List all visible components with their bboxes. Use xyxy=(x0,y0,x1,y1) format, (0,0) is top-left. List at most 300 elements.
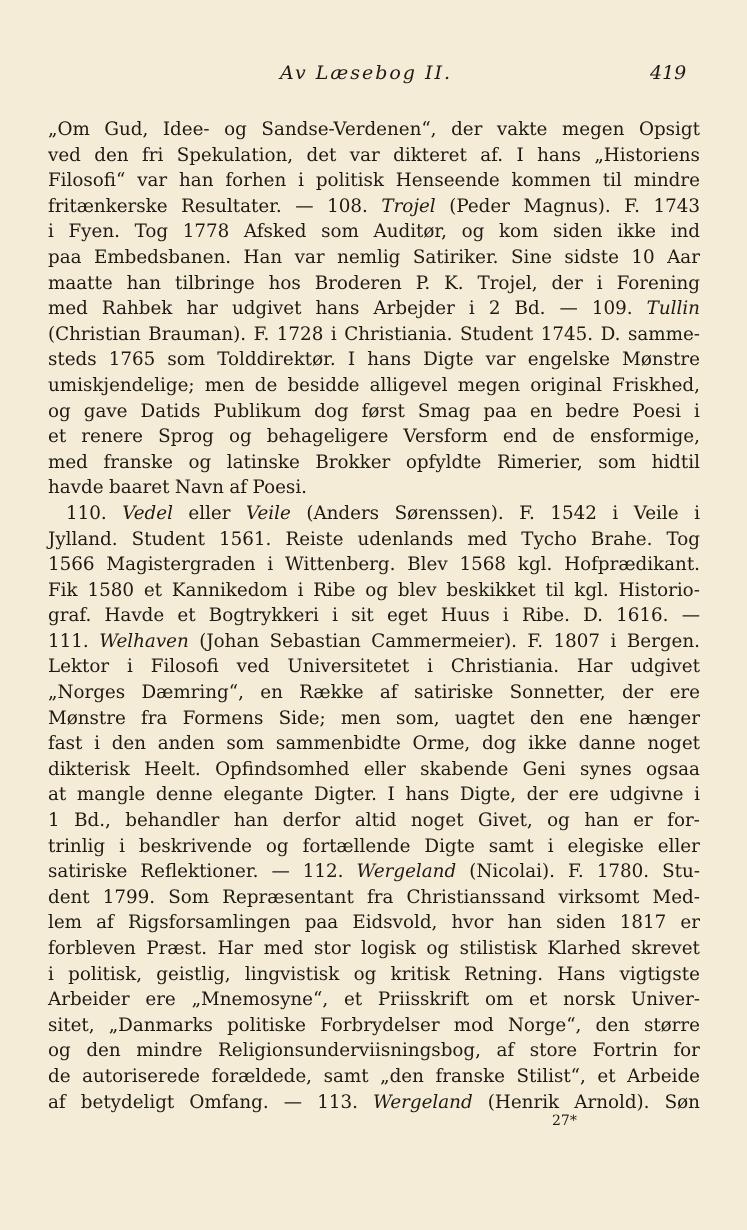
word: Bergen. xyxy=(626,630,700,652)
word: der xyxy=(551,272,583,294)
word: han xyxy=(507,912,542,934)
word: Afsked xyxy=(243,221,307,243)
word: Mønstre xyxy=(622,349,700,371)
word: Forbrydelser xyxy=(320,1014,440,1036)
word: Mønstre xyxy=(48,707,126,729)
word: original xyxy=(530,374,602,396)
word: Digte xyxy=(423,349,474,371)
word: i xyxy=(48,963,54,985)
word: Friskhed, xyxy=(612,374,700,396)
word: 1 xyxy=(48,810,60,832)
word: Side; xyxy=(278,707,326,729)
word: med xyxy=(48,451,88,473)
word: ved xyxy=(236,656,270,678)
text-line xyxy=(48,219,700,245)
word: i xyxy=(48,221,54,243)
word: Satiriker. xyxy=(412,246,499,268)
word: Fyen. xyxy=(68,221,120,243)
word: Havde xyxy=(104,605,165,627)
word: Sonnetter, xyxy=(509,682,606,704)
text-line xyxy=(48,399,700,425)
word: i xyxy=(694,784,700,806)
word: fortællende xyxy=(302,835,411,857)
word: Rigsforsamlingen xyxy=(127,912,291,934)
word: derfor xyxy=(282,810,341,832)
word: Heelt. xyxy=(144,758,201,780)
word: 1817 xyxy=(619,912,667,934)
word: behandler xyxy=(125,810,220,832)
word: et xyxy=(529,989,548,1011)
word: F. xyxy=(624,195,640,217)
word: Brokker xyxy=(315,451,391,473)
word: baaret xyxy=(109,477,170,499)
word: Religionsunderviisningsbog, xyxy=(218,1040,481,1062)
word: ved xyxy=(48,144,81,166)
word: Veile xyxy=(633,502,679,524)
word: i xyxy=(468,298,475,320)
word: med xyxy=(467,528,508,550)
word: 1799. xyxy=(102,886,156,908)
word: mindre xyxy=(633,170,700,192)
word: I xyxy=(387,784,395,806)
word: og xyxy=(48,400,71,422)
word: bedre xyxy=(565,400,620,422)
word: som xyxy=(321,221,359,243)
word: Blev xyxy=(407,554,448,576)
word: 10 xyxy=(631,246,655,268)
word: Med- xyxy=(652,886,700,908)
word: Christianssand xyxy=(406,886,546,908)
word: med xyxy=(263,938,304,959)
word: noget xyxy=(647,733,700,755)
word: Ribe xyxy=(313,579,356,601)
word: eget xyxy=(386,605,428,627)
word: dikteret xyxy=(393,144,467,166)
page-header xyxy=(0,60,747,90)
word: — xyxy=(283,1091,303,1113)
text-line xyxy=(48,885,700,911)
word: alligevel xyxy=(369,374,448,396)
word: 110. xyxy=(66,502,107,524)
word: og xyxy=(48,1040,71,1062)
word: dikterisk xyxy=(48,758,130,780)
text-line xyxy=(48,373,700,399)
word: 1566 xyxy=(48,554,95,576)
word: Embedsbanen. xyxy=(93,246,232,268)
word: elegante xyxy=(223,784,304,806)
word: lingvistisk xyxy=(244,963,340,985)
text-line xyxy=(48,654,700,680)
word: som xyxy=(226,733,265,755)
word: udenlands xyxy=(357,528,454,550)
text-line xyxy=(48,527,700,553)
word: dog xyxy=(314,400,349,422)
word: virksomt xyxy=(558,886,640,908)
text-line xyxy=(48,194,700,220)
word: Bd. xyxy=(514,298,546,320)
word: elegiske xyxy=(567,835,644,857)
word: den xyxy=(94,144,129,166)
word: skrevet xyxy=(631,938,700,959)
text-line xyxy=(48,782,700,808)
word: Versform xyxy=(403,426,488,448)
word: et xyxy=(143,579,162,601)
word: Bogtrykkeri xyxy=(208,605,319,627)
word: franske xyxy=(435,1065,505,1087)
word: forbleven xyxy=(48,938,136,959)
word: et xyxy=(597,1065,616,1087)
word: (Johan xyxy=(199,630,260,652)
word: Universitetet xyxy=(287,656,410,678)
word: Smag xyxy=(417,400,471,422)
word: vakte xyxy=(496,119,548,140)
word: er xyxy=(633,810,653,832)
word: som xyxy=(598,451,636,473)
word: i xyxy=(547,835,554,857)
word: forhen xyxy=(225,170,287,192)
word: var xyxy=(137,170,168,192)
word: synes xyxy=(580,758,632,780)
word: kgl. xyxy=(517,554,553,576)
word: franske xyxy=(103,451,173,473)
word: hvor xyxy=(451,912,494,934)
word: af xyxy=(379,682,398,704)
word: Publikum xyxy=(213,400,302,422)
word: Christiania. xyxy=(344,323,453,345)
word: ind xyxy=(670,221,700,243)
word: 1807 xyxy=(553,630,601,652)
text-line xyxy=(48,552,700,578)
word: den xyxy=(111,733,146,755)
word: han xyxy=(179,170,214,192)
word: hans xyxy=(405,784,450,806)
word: men xyxy=(204,374,245,396)
word: 111. xyxy=(48,630,89,652)
word: en xyxy=(529,400,553,422)
word: logisk xyxy=(361,938,416,959)
word: blev xyxy=(397,579,437,601)
word: af. xyxy=(480,144,504,166)
text-line xyxy=(48,987,700,1013)
word: 1728 xyxy=(276,323,324,345)
word: graf. xyxy=(48,605,92,627)
word: i xyxy=(127,656,133,678)
word: i xyxy=(297,579,304,601)
word: paa xyxy=(483,400,517,422)
word: større xyxy=(643,1014,700,1036)
word: beskikket xyxy=(446,579,536,601)
word: 2 xyxy=(488,298,501,320)
word: megen xyxy=(561,119,625,140)
word: Sandse-Verdenen“, xyxy=(261,119,437,140)
word: i xyxy=(298,170,304,192)
word: samme- xyxy=(628,323,700,345)
word: — xyxy=(681,605,700,627)
text-line xyxy=(48,424,700,450)
word: i xyxy=(332,605,338,627)
word: og xyxy=(365,579,388,601)
word: den xyxy=(86,1040,121,1062)
word: Gud, xyxy=(104,119,149,140)
text-line xyxy=(48,501,700,527)
word: tilbringe xyxy=(175,272,255,294)
word: paa xyxy=(48,246,82,268)
word: Har xyxy=(217,938,254,959)
word: altid xyxy=(354,810,397,832)
word: et xyxy=(343,989,363,1011)
word: hans xyxy=(315,298,360,320)
word: ene xyxy=(579,707,613,729)
signature-mark: 27* xyxy=(552,1113,577,1129)
word: de xyxy=(254,374,278,396)
word: umiskjendelige; xyxy=(48,374,195,396)
word: Navn xyxy=(174,477,224,499)
word: Student xyxy=(131,528,205,550)
word: for xyxy=(673,1040,700,1062)
word: eller xyxy=(657,835,700,857)
word: satiriske xyxy=(413,682,494,704)
word: Digte, xyxy=(459,784,517,806)
word: Han xyxy=(243,246,283,268)
word: „Norges xyxy=(48,682,126,704)
running-title: Av Læsebog II. xyxy=(280,62,453,84)
word: uagtet xyxy=(454,707,515,729)
text-line xyxy=(48,296,700,322)
text-line xyxy=(48,629,700,655)
word: betydeligt xyxy=(80,1091,175,1113)
word: udgivet xyxy=(630,656,700,678)
word: fritænkerske xyxy=(48,195,168,217)
word: Arbeide xyxy=(627,1065,700,1087)
word: Sine xyxy=(510,246,552,268)
word: 113. xyxy=(317,1091,358,1113)
word: I xyxy=(516,144,524,166)
word: med xyxy=(48,298,88,320)
word: og xyxy=(224,119,247,140)
word: Opfindsomhed xyxy=(215,758,350,780)
word: kgl. xyxy=(574,579,609,601)
word: Arbejder xyxy=(373,298,455,320)
word: af xyxy=(229,477,248,499)
word: (Christian xyxy=(48,323,141,345)
word: Christiania. xyxy=(450,656,560,678)
word: Sebastian xyxy=(269,630,361,652)
word: Resultater. xyxy=(181,195,282,217)
word: (Anders xyxy=(306,502,380,524)
word: Repræsentant xyxy=(222,886,354,908)
word: F. xyxy=(519,502,535,524)
word: Sørenssen). xyxy=(394,502,504,524)
word: Eidsvold, xyxy=(352,912,438,934)
text-line xyxy=(48,245,700,271)
word: Huus xyxy=(440,605,490,627)
word: ogsaa xyxy=(646,758,700,780)
word: (Nicolai). xyxy=(469,861,555,883)
word: Givet, xyxy=(477,810,533,832)
word: 1778 xyxy=(182,221,230,243)
word: havde xyxy=(48,477,104,499)
word: danne xyxy=(578,733,636,755)
word: Geni xyxy=(522,758,566,780)
word: der xyxy=(621,682,654,704)
word: skabende xyxy=(420,758,509,780)
word: D. xyxy=(600,323,621,345)
word: „Om xyxy=(48,119,90,140)
word: beskrivende xyxy=(138,835,252,857)
word: Fik xyxy=(48,579,78,601)
word: 1580 xyxy=(87,579,134,601)
word: Wergeland xyxy=(373,1091,473,1113)
word: de xyxy=(552,426,575,448)
word: Opsigt xyxy=(638,119,700,140)
word: noget xyxy=(410,810,464,832)
word: i xyxy=(94,733,100,755)
word: Tycho xyxy=(521,528,577,550)
word: Henseende xyxy=(395,170,500,192)
word: sitet, xyxy=(48,1014,95,1036)
word: (Peder xyxy=(449,195,510,217)
word: stor xyxy=(314,938,351,959)
word: er xyxy=(680,912,700,934)
word: i xyxy=(694,400,700,422)
word: (Henrik xyxy=(487,1091,560,1113)
word: Arnold). xyxy=(574,1091,650,1113)
word: Idee- xyxy=(162,119,210,140)
word: og xyxy=(228,426,252,448)
text-line xyxy=(48,450,700,476)
word: Reiste xyxy=(285,528,344,550)
word: i xyxy=(330,323,337,345)
word: siden xyxy=(553,221,603,243)
text-line xyxy=(48,578,700,604)
word: et xyxy=(48,426,67,448)
word: Brahe. xyxy=(590,528,653,550)
word: har xyxy=(186,298,218,320)
word: denne xyxy=(155,784,213,806)
word: fra xyxy=(141,707,168,729)
word: Forening xyxy=(616,272,700,294)
word: der xyxy=(526,784,558,806)
word: udgivne xyxy=(609,784,684,806)
word: 1542 xyxy=(550,502,597,524)
word: af xyxy=(96,912,114,934)
text-line xyxy=(48,347,700,373)
word: fra xyxy=(366,886,394,908)
word: Tolddirektør. xyxy=(217,349,336,371)
word: i xyxy=(502,605,509,627)
page-number: 419 xyxy=(650,62,687,84)
word: vigtigste xyxy=(619,963,700,985)
word: Bd., xyxy=(74,810,111,832)
word: — xyxy=(559,298,578,320)
text-line xyxy=(48,1064,700,1090)
word: kritisk xyxy=(390,963,450,985)
word: i xyxy=(427,656,433,678)
word: ere xyxy=(145,989,176,1011)
word: behageligere xyxy=(266,426,389,448)
word: Priisskrift xyxy=(377,989,470,1011)
word: Arbeider xyxy=(48,989,130,1011)
text-line xyxy=(48,757,700,783)
word: hans xyxy=(367,349,412,371)
text-line xyxy=(48,322,700,348)
word: renere xyxy=(81,426,144,448)
text-line xyxy=(48,143,700,169)
word: gave xyxy=(83,400,128,422)
word: — xyxy=(295,195,314,217)
word: forældede, xyxy=(211,1065,312,1087)
word: Jylland. xyxy=(48,528,118,550)
word: ikke xyxy=(528,733,567,755)
word: var xyxy=(349,144,380,166)
word: Orme, xyxy=(412,733,471,755)
word: end xyxy=(502,426,538,448)
word: og xyxy=(188,451,212,473)
text-line xyxy=(48,1013,700,1039)
word: Norge“, xyxy=(507,1014,582,1036)
word: Trojel xyxy=(381,195,436,217)
word: engelske xyxy=(527,349,610,371)
word: Spekulation, xyxy=(176,144,294,166)
text-line xyxy=(48,731,700,757)
word: Digte xyxy=(424,835,475,857)
word: Søn xyxy=(664,1091,700,1113)
word: kom xyxy=(498,221,539,243)
word: trinlig xyxy=(48,835,106,857)
word: af xyxy=(496,1040,515,1062)
word: hidtil xyxy=(651,451,700,473)
word: dent xyxy=(48,886,90,908)
text-line xyxy=(48,859,700,885)
word: eller xyxy=(188,502,231,524)
word: ikke xyxy=(617,221,656,243)
text-line xyxy=(48,475,700,501)
word: 1780. xyxy=(596,861,650,883)
word: Præst. xyxy=(146,938,208,959)
word: K. xyxy=(444,272,464,294)
word: hos xyxy=(268,272,301,294)
word: fast xyxy=(48,733,83,755)
word: autoriserede xyxy=(82,1065,201,1087)
word: ensformige, xyxy=(589,426,700,448)
word: ere xyxy=(669,682,700,704)
word: politiske xyxy=(227,1014,306,1036)
word: Welhaven xyxy=(99,630,189,652)
word: Omfang. xyxy=(189,1091,269,1113)
word: dog xyxy=(481,733,517,755)
word: han xyxy=(126,272,162,294)
word: Hofprædikant. xyxy=(564,554,700,576)
text-line xyxy=(48,936,700,962)
word: Klarhed xyxy=(547,938,621,959)
word: siden xyxy=(556,912,606,934)
word: i xyxy=(267,554,274,576)
word: Trojel, xyxy=(477,272,538,294)
word: Filosofi xyxy=(150,656,219,678)
word: store xyxy=(529,1040,578,1062)
word: eller xyxy=(363,758,406,780)
word: i xyxy=(119,835,125,857)
word: til xyxy=(602,170,622,192)
word: Broderen xyxy=(314,272,402,294)
word: P. xyxy=(415,272,431,294)
word: Række xyxy=(299,682,364,704)
word: mangle xyxy=(76,784,146,806)
word: Tog xyxy=(666,528,700,550)
word: samt xyxy=(323,1065,369,1087)
word: en xyxy=(260,682,283,704)
word: F. xyxy=(253,323,270,345)
